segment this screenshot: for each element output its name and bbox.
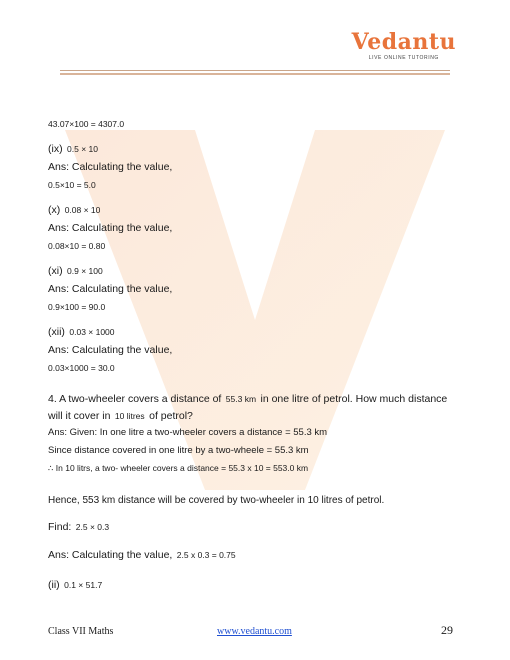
question-expression: 0.9 × 100 xyxy=(67,266,103,276)
answer-therefore: ∴ In 10 litrs, a two- wheeler covers a distance = 55.3 x 10 = 553.0 km xyxy=(48,463,309,473)
answer-text: Ans: Calculating the value, xyxy=(48,283,173,295)
question-xii xyxy=(48,324,115,339)
question-label: (ix) xyxy=(48,143,63,155)
header-divider xyxy=(60,70,450,71)
question-text: 4. A two-wheeler covers a distance of xyxy=(48,393,222,405)
answer-result: 0.9×100 = 90.0 xyxy=(48,302,106,312)
find-expression: 2.5 × 0.3 xyxy=(75,522,110,532)
answer-given: Ans: Given: In one litre a two-wheeler covers a distance = 55.3 km xyxy=(48,427,328,438)
question-4-line1 xyxy=(48,391,447,406)
footer-class-label: Class VII Maths xyxy=(48,626,114,637)
answer-line xyxy=(48,547,236,562)
find-line xyxy=(48,519,109,534)
logo-tagline: LIVE ONLINE TUTORING xyxy=(368,55,439,61)
question-text: will it cover in xyxy=(48,410,111,422)
vedantu-logo xyxy=(352,30,456,61)
question-expression: 0.03 × 1000 xyxy=(69,327,115,337)
header-divider-thick xyxy=(60,73,450,75)
question-expression: 0.5 × 10 xyxy=(67,144,98,154)
answer-text: Ans: Calculating the value, xyxy=(48,161,173,173)
question-ii xyxy=(48,577,102,592)
logo-wordmark: Vedantu xyxy=(351,29,456,55)
page-number: 29 xyxy=(441,623,453,637)
question-4-line2 xyxy=(48,408,193,423)
question-text: in one litre of petrol. How much distance xyxy=(260,393,448,405)
question-xi xyxy=(48,263,103,278)
question-label: (x) xyxy=(48,204,61,216)
answer-result: 0.5×10 = 5.0 xyxy=(48,180,96,190)
answer-label: Ans: Calculating the value, xyxy=(48,549,173,561)
question-label: (ii) xyxy=(48,579,60,591)
answer-since: Since distance covered in one litre by a two-wheele = 55.3 km xyxy=(48,445,309,456)
question-label: (xii) xyxy=(48,326,65,338)
question-label: (xi) xyxy=(48,265,63,277)
question-value: 55.3 km xyxy=(225,394,257,404)
conclusion: Hence, 553 km distance will be covered by two-wheeler in 10 litres of petrol. xyxy=(48,495,385,506)
answer-expression: 2.5 x 0.3 = 0.75 xyxy=(176,550,236,560)
answer-result: 0.03×1000 = 30.0 xyxy=(48,363,115,373)
question-expression: 0.1 × 51.7 xyxy=(64,580,103,590)
answer-result: 0.08×10 = 0.80 xyxy=(48,241,106,251)
question-expression: 0.08 × 10 xyxy=(64,205,101,215)
result-line: 43.07×100 = 4307.0 xyxy=(48,119,125,129)
question-value: 10 litres xyxy=(114,411,145,421)
answer-text: Ans: Calculating the value, xyxy=(48,222,173,234)
find-label: Find: xyxy=(48,521,72,533)
answer-text: Ans: Calculating the value, xyxy=(48,344,173,356)
footer-website-link[interactable]: www.vedantu.com xyxy=(217,626,292,637)
question-ix xyxy=(48,141,98,156)
question-x xyxy=(48,202,100,217)
question-text: of petrol? xyxy=(149,410,193,422)
